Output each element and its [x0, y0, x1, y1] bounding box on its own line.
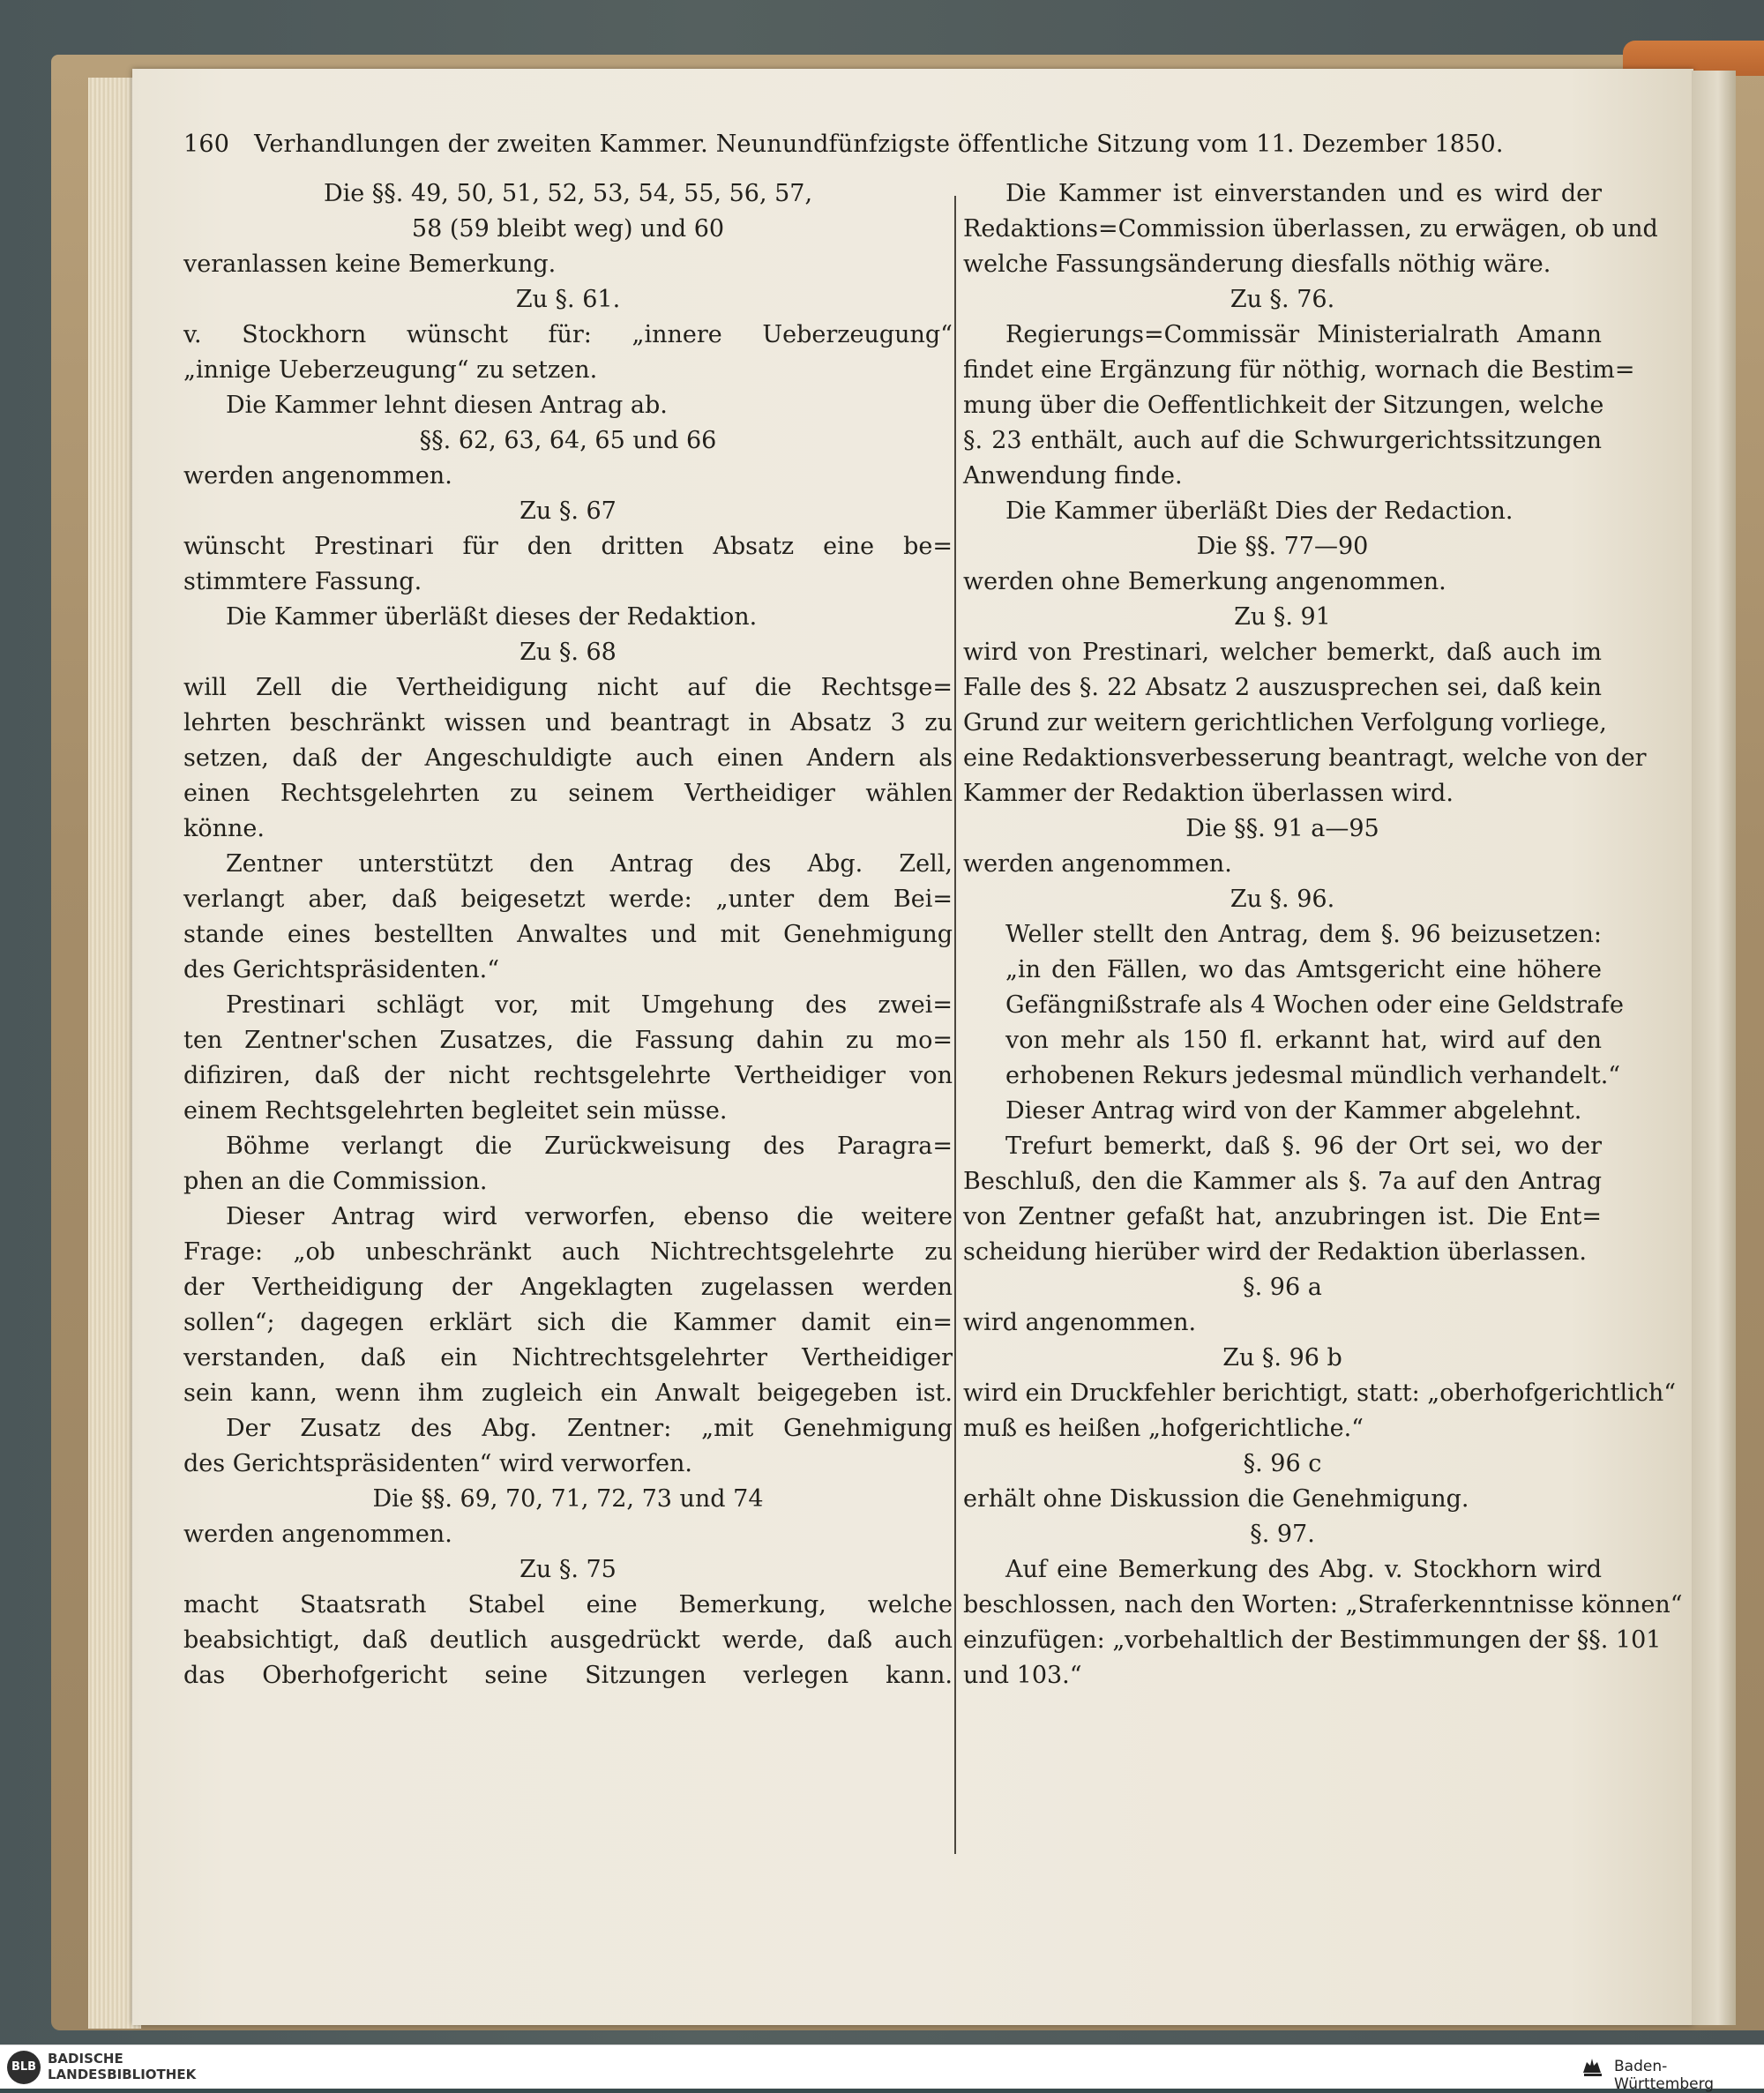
- text-line: lehrten beschränkt wissen und beantragt in Absatz 3 zu: [183, 709, 953, 736]
- text-line: setzen, daß der Angeschuldigte auch einen Andern als: [183, 744, 953, 772]
- blb-logo[interactable]: BLB: [7, 2051, 41, 2084]
- text-line: werden angenommen.: [183, 462, 452, 490]
- text-line: wird ein Druckfehler berichtigt, statt: „oberhofgerichtlich“: [963, 1379, 1677, 1407]
- text-line: sollen“; dagegen erklärt sich die Kammer damit ein=: [183, 1309, 953, 1336]
- text-line: muß es heißen „hofgerichtliche.“: [963, 1415, 1364, 1442]
- page-curl: [1692, 71, 1736, 2025]
- text-line: verstanden, daß ein Nichtrechtsgelehrter Vertheidiger: [183, 1344, 953, 1372]
- text-line: Gefängnißstrafe als 4 Wochen oder eine Geldstrafe: [1005, 991, 1624, 1019]
- text-line: „innige Ueberzeugung“ zu setzen.: [183, 356, 598, 384]
- text-line: das Oberhofgericht seine Sitzungen verlegen kann.: [183, 1662, 953, 1689]
- column-divider: [954, 196, 956, 1854]
- text-line: findet eine Ergänzung für nöthig, wornach die Bestim=: [963, 356, 1635, 384]
- text-line: 58 (59 bleibt weg) und 60: [411, 215, 725, 243]
- text-line: v. Stockhorn wünscht für: „innere Ueberzeugung“: [183, 321, 953, 348]
- text-line: sein kann, wenn ihm zugleich ein Anwalt beigegeben ist.: [183, 1379, 953, 1407]
- text-line: verlangt aber, daß beigesetzt werde: „unter dem Bei=: [183, 886, 953, 913]
- text-line: welche Fassungsänderung diesfalls nöthig wäre.: [963, 250, 1551, 278]
- text-line: werden angenommen.: [963, 850, 1232, 878]
- text-line: erhobenen Rekurs jedesmal mündlich verhandelt.“: [1005, 1062, 1621, 1089]
- text-line: wird angenommen.: [963, 1309, 1197, 1336]
- text-line: Der Zusatz des Abg. Zentner: „mit Genehmigung: [226, 1415, 953, 1442]
- text-line: Weller stellt den Antrag, dem §. 96 beizusetzen:: [1005, 921, 1602, 948]
- text-line: Die Kammer überläßt Dies der Redaction.: [1005, 497, 1514, 525]
- text-line: §. 23 enthält, auch auf die Schwurgerichtssitzungen: [963, 427, 1602, 454]
- text-line: Die §§. 91 a—95: [1185, 815, 1379, 842]
- text-line: erhält ohne Diskussion die Genehmigung.: [963, 1485, 1469, 1513]
- text-line: Die §§. 69, 70, 71, 72, 73 und 74: [372, 1485, 764, 1513]
- text-line: macht Staatsrath Stabel eine Bemerkung, welche: [183, 1591, 953, 1618]
- text-line: der Vertheidigung der Angeklagten zugelassen werden: [183, 1274, 953, 1301]
- text-line: des Gerichtspräsidenten“ wird verworfen.: [183, 1450, 692, 1477]
- text-line: Beschluß, den die Kammer als §. 7a auf den Antrag: [963, 1168, 1602, 1195]
- text-line: §. 96 a: [1243, 1274, 1322, 1301]
- text-line: werden angenommen.: [183, 1521, 452, 1548]
- text-line: Zu §. 96 b: [1222, 1344, 1342, 1372]
- library-name-line1: BADISCHE: [48, 2051, 123, 2067]
- text-line: werden ohne Bemerkung angenommen.: [963, 568, 1446, 595]
- text-line: des Gerichtspräsidenten.“: [183, 956, 500, 983]
- text-line: wünscht Prestinari für den dritten Absatz eine be=: [183, 533, 953, 560]
- text-line: beabsichtigt, daß deutlich ausgedrückt werde, daß auch: [183, 1626, 953, 1654]
- text-line: §. 96 c: [1243, 1450, 1322, 1477]
- text-line: von mehr als 150 fl. erkannt hat, wird auf den: [1005, 1027, 1602, 1054]
- footer-bar: [0, 2044, 1764, 2093]
- text-line: Die §§. 49, 50, 51, 52, 53, 54, 55, 56, 57,: [323, 180, 813, 207]
- text-line: phen an die Commission.: [183, 1168, 488, 1195]
- text-line: Zu §. 96.: [1230, 886, 1335, 913]
- text-line: Die Kammer überläßt dieses der Redaktion.: [226, 603, 758, 631]
- text-line: difiziren, daß der nicht rechtsgelehrte Vertheidiger von: [183, 1062, 953, 1089]
- library-name: [48, 2051, 196, 2082]
- text-line: Die §§. 77—90: [1196, 533, 1369, 560]
- text-line: Auf eine Bemerkung des Abg. v. Stockhorn wird: [1005, 1556, 1602, 1583]
- text-line: einzufügen: „vorbehaltlich der Bestimmungen der §§. 101: [963, 1626, 1662, 1654]
- text-line: einem Rechtsgelehrten begleitet sein müsse.: [183, 1097, 728, 1125]
- text-line: Dieser Antrag wird verworfen, ebenso die weitere: [226, 1203, 953, 1230]
- text-line: stimmtere Fassung.: [183, 568, 422, 595]
- text-line: scheidung hierüber wird der Redaktion überlassen.: [963, 1238, 1587, 1266]
- text-line: mung über die Oeffentlichkeit der Sitzungen, welche: [963, 392, 1604, 419]
- text-line: könne.: [183, 815, 265, 842]
- page-number: 160: [183, 131, 230, 158]
- text-line: Kammer der Redaktion überlassen wird.: [963, 780, 1454, 807]
- text-line: Böhme verlangt die Zurückweisung des Paragra=: [226, 1132, 953, 1160]
- running-head-title: Verhandlungen der zweiten Kammer. Neunundfünfzigste öffentliche Sitzung vom 11. Dezember 1850.: [254, 131, 1504, 158]
- text-line: Die Kammer ist einverstanden und es wird der: [1005, 180, 1602, 207]
- text-line: eine Redaktionsverbesserung beantragt, welche von der: [963, 744, 1647, 772]
- text-line: §. 97.: [1250, 1521, 1315, 1548]
- text-line: will Zell die Vertheidigung nicht auf die Rechtsge=: [183, 674, 953, 701]
- text-line: Zu §. 76.: [1230, 286, 1335, 313]
- text-line: Anwendung finde.: [963, 462, 1183, 490]
- text-line: Frage: „ob unbeschränkt auch Nichtrechtsgelehrte zu: [183, 1238, 953, 1266]
- text-line: und 103.“: [963, 1662, 1082, 1689]
- text-line: Dieser Antrag wird von der Kammer abgelehnt.: [1005, 1097, 1582, 1125]
- text-line: Zu §. 75: [519, 1556, 617, 1583]
- text-line: Zu §. 91: [1234, 603, 1331, 631]
- text-line: Grund zur weitern gerichtlichen Verfolgung vorliege,: [963, 709, 1607, 736]
- text-line: Zu §. 67: [519, 497, 617, 525]
- text-line: Falle des §. 22 Absatz 2 auszusprechen sei, daß kein: [963, 674, 1602, 701]
- baden-wuerttemberg-lions-icon: [1581, 2055, 1607, 2078]
- text-line: Zu §. 68: [519, 639, 617, 666]
- text-line: §§. 62, 63, 64, 65 und 66: [419, 427, 717, 454]
- text-line: einen Rechtsgelehrten zu seinem Vertheidiger wählen: [183, 780, 953, 807]
- text-line: Zentner unterstützt den Antrag des Abg. Zell,: [226, 850, 953, 878]
- text-line: ten Zentner'schen Zusatzes, die Fassung dahin zu mo=: [183, 1027, 953, 1054]
- text-line: Redaktions=Commission überlassen, zu erwägen, ob und: [963, 215, 1658, 243]
- text-line: stande eines bestellten Anwaltes und mit Genehmigung: [183, 921, 953, 948]
- text-line: wird von Prestinari, welcher bemerkt, daß auch im: [963, 639, 1602, 666]
- right-column: [963, 176, 1683, 1693]
- running-head: [183, 131, 1595, 166]
- text-line: Trefurt bemerkt, daß §. 96 der Ort sei, wo der: [1005, 1132, 1602, 1160]
- text-line: beschlossen, nach den Worten: „Straferkenntnisse können“: [963, 1591, 1683, 1618]
- text-line: Prestinari schlägt vor, mit Umgehung des zwei=: [226, 991, 953, 1019]
- text-line: Regierungs=Commissär Ministerialrath Amann: [1005, 321, 1602, 348]
- library-name-line2: LANDESBIBLIOTHEK: [48, 2067, 197, 2082]
- state-name: Baden-Württemberg: [1614, 2058, 1715, 2093]
- text-line: „in den Fällen, wo das Amtsgericht eine höhere: [1005, 956, 1602, 983]
- text-line: Zu §. 61.: [515, 286, 621, 313]
- text-line: veranlassen keine Bemerkung.: [183, 250, 557, 278]
- text-line: von Zentner gefaßt hat, anzubringen ist. Die Ent=: [963, 1203, 1602, 1230]
- left-column: [183, 176, 953, 1693]
- text-line: Die Kammer lehnt diesen Antrag ab.: [226, 392, 668, 419]
